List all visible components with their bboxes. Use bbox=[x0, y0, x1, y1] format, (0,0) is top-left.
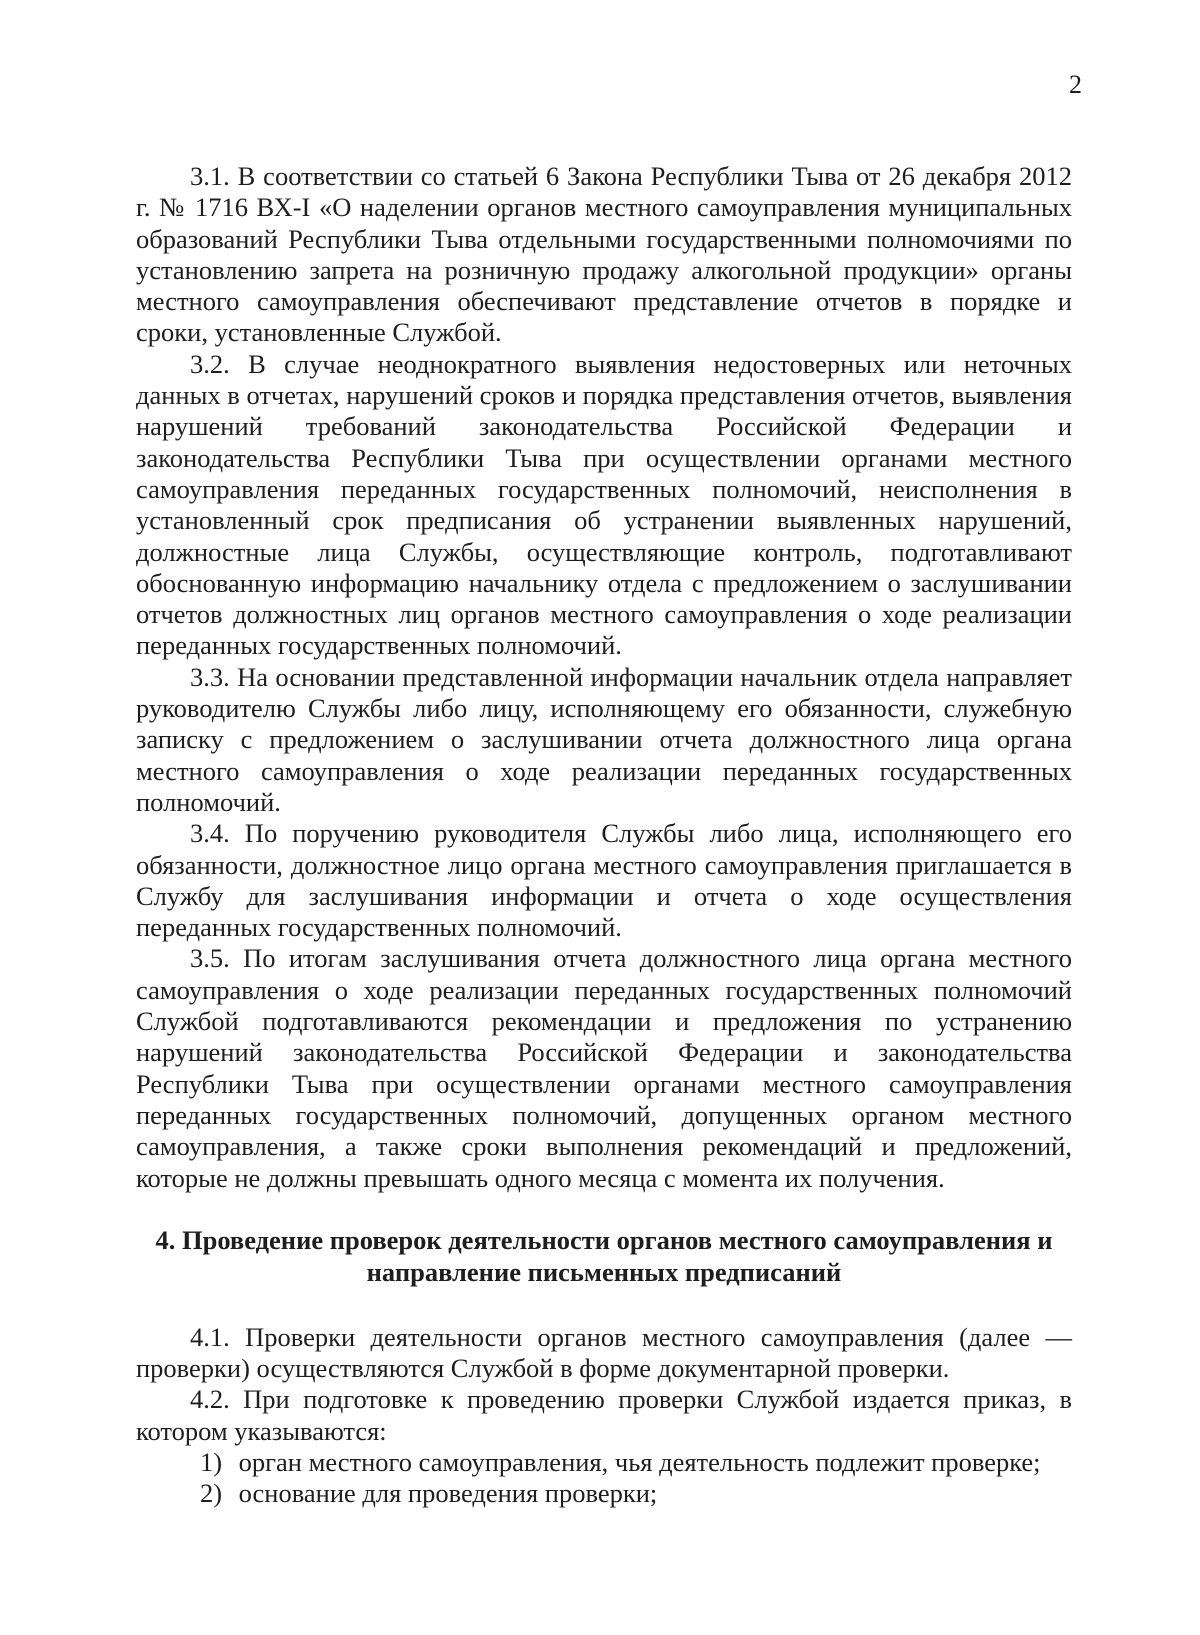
section-4-heading bbox=[136, 1224, 1072, 1288]
paragraph-4-1: 4.1. Проверки деятельности органов местного самоуправления (далее — проверки) осуществляются Службой в форме документарной проверки. bbox=[136, 1321, 1072, 1384]
paragraph-3-1: 3.1. В соответствии со статьей 6 Закона Республики Тыва от 26 декабря 2012 г. № 1716 ВХ-I «О наделении органов местного самоуправления муниципальных образований Республики Тыва отдельными государственными полномочиями по установлению запрета на розничную продажу алкогольной продукции» органы местного самоуправления обеспечивают представление отчетов в порядке и сроки, установленные Службой. bbox=[136, 161, 1072, 348]
list-item bbox=[136, 1478, 1072, 1509]
list-item-text: основание для проведения проверки; bbox=[238, 1478, 658, 1509]
list-item-number: 2) bbox=[200, 1478, 223, 1509]
paragraph-3-4: 3.4. По поручению руководителя Службы либо лица, исполняющего его обязанности, должностное лицо органа местного самоуправления приглашается в Службу для заслушивания информации и отчета о ходе осуществления переданных государственных полномочий. bbox=[136, 818, 1072, 943]
list-item bbox=[136, 1447, 1072, 1478]
section-4-heading-line1: 4. Проведение проверок деятельности органов местного самоуправления и bbox=[155, 1224, 1053, 1255]
paragraph-3-5: 3.5. По итогам заслушивания отчета должностного лица органа местного самоуправления о ходе реализации переданных государственных полномочий Службой подготавливаются рекомендации и предложения по устранению нарушений законодательства Российской Федерации и законодательства Республики Тыва при осуществлении органами местного самоуправления переданных государственных полномочий, допущенных органом местного самоуправления, а также сроки выполнения рекомендаций и предложений, которые не должны превышать одного месяца с момента их получения. bbox=[136, 943, 1072, 1193]
section-4-heading-line2: направление письменных предписаний bbox=[366, 1256, 842, 1287]
list-item-text: орган местного самоуправления, чья деятельность подлежит проверке; bbox=[238, 1446, 1041, 1477]
paragraph-3-2: 3.2. В случае неоднократного выявления недостоверных или неточных данных в отчетах, нарушений сроков и порядка представления отчетов, выявления нарушений требований законодательства Российской Федерации и законодательства Республики Тыва при осуществлении органами местного самоуправления переданных государственных полномочий, неисполнения в установленный срок предписания об устранении выявленных нарушений, должностные лица Службы, осуществляющие контроль, подготавливают обоснованную информацию начальнику отдела с предложением о заслушивании отчетов должностных лиц органов местного самоуправления о ходе реализации переданных государственных полномочий. bbox=[136, 348, 1072, 661]
page-number: 2 bbox=[1069, 70, 1082, 99]
paragraph-4-2: 4.2. При подготовке к проведению проверки Службой издается приказ, в котором указываются: bbox=[136, 1384, 1072, 1446]
list-item-number: 1) bbox=[200, 1446, 223, 1477]
paragraph-3-3: 3.3. На основании представленной информации начальник отдела направляет руководителю Службы либо лицу, исполняющему его обязанности, служебную записку с предложением о заслушивании отчета должностного лица органа местного самоуправления о ходе реализации переданных государственных полномочий. bbox=[136, 661, 1072, 817]
document-body bbox=[136, 161, 1072, 1510]
